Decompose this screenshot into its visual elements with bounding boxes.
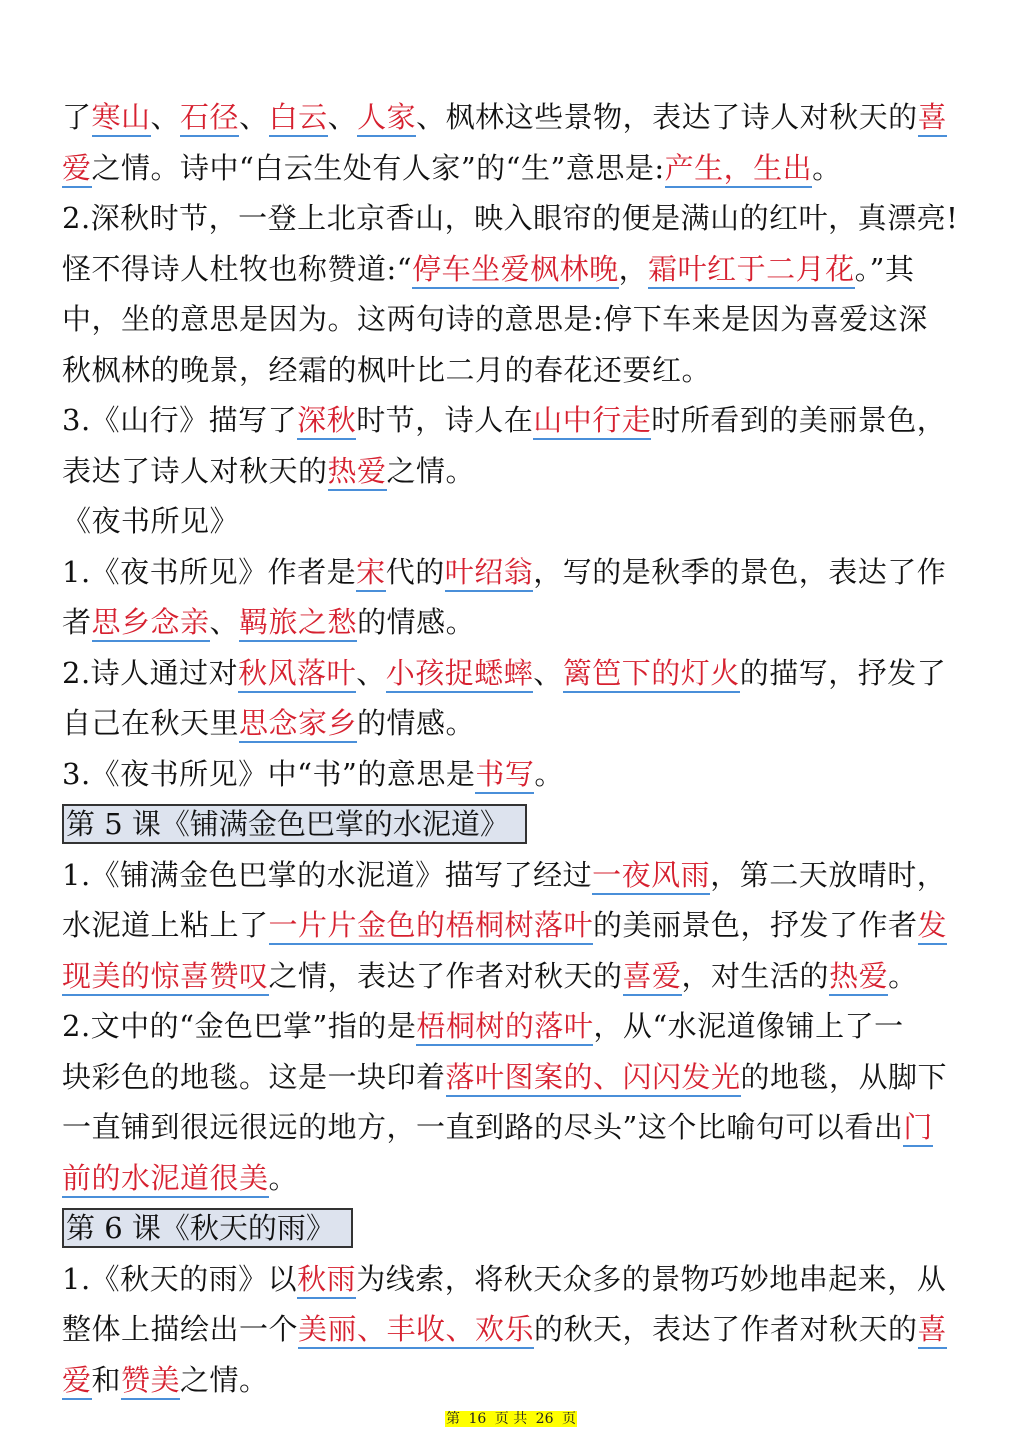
body-text: ， bbox=[618, 251, 649, 286]
body-text: 、 bbox=[327, 100, 358, 134]
body-text: 1.《铺满金色巴掌的水泥道》描写了经过 bbox=[62, 857, 593, 892]
text-line bbox=[62, 193, 967, 244]
text-line bbox=[62, 850, 967, 901]
body-text: 之情。 bbox=[180, 1362, 269, 1397]
body-text: 之情。 bbox=[386, 453, 476, 488]
answer-text: 宋 bbox=[356, 555, 386, 592]
answer-text: 热爱 bbox=[328, 454, 387, 491]
answer-text: 发 bbox=[918, 908, 948, 945]
body-text: 代的 bbox=[385, 554, 445, 589]
body-text: 3.《山行》描写了 bbox=[62, 403, 298, 437]
answer-text: 秋风落叶 bbox=[238, 656, 356, 693]
text-line bbox=[62, 698, 967, 749]
text-line bbox=[62, 1001, 967, 1052]
section-heading: 第 5 课《铺满金色巴掌的水泥道》 bbox=[62, 804, 527, 844]
section-heading-row bbox=[62, 1203, 967, 1254]
text-line bbox=[62, 951, 967, 1002]
body-text: ，对生活的 bbox=[681, 958, 830, 993]
body-text: 一直铺到很远很远的地方，一直到路的尽头”这个比喻句可以看出 bbox=[62, 1110, 904, 1144]
answer-text: 赞美 bbox=[121, 1363, 180, 1400]
body-text: 2.文中的“金色巴掌”指的是 bbox=[62, 1009, 417, 1043]
answer-text: 爱 bbox=[62, 151, 92, 188]
text-line bbox=[62, 345, 967, 396]
answer-text: 寒山 bbox=[92, 100, 151, 137]
text-line bbox=[62, 648, 967, 699]
text-line bbox=[62, 446, 967, 497]
answer-text: 门 bbox=[903, 1110, 933, 1147]
body-text: 的情感。 bbox=[357, 706, 476, 740]
answer-text: 美丽、丰收、欢乐 bbox=[298, 1312, 534, 1349]
answer-text: 羁旅之愁 bbox=[239, 605, 357, 642]
text-line bbox=[62, 1254, 967, 1305]
text-line bbox=[62, 749, 967, 800]
body-text: 、 bbox=[209, 605, 240, 639]
body-text: 的描写，抒发了 bbox=[739, 655, 947, 690]
body-text: 。”其 bbox=[854, 251, 915, 286]
text-line bbox=[62, 597, 967, 648]
answer-text: 喜 bbox=[918, 1312, 948, 1349]
text-line bbox=[62, 900, 967, 951]
body-text: 3.《夜书所见》中“书”的意思是 bbox=[62, 756, 476, 791]
answer-text: 思念家乡 bbox=[239, 706, 357, 743]
footer-middle: 页 共 bbox=[494, 1411, 528, 1427]
answer-text: 热爱 bbox=[829, 959, 888, 996]
body-text: 了 bbox=[62, 100, 92, 134]
body-text: 时节，诗人在 bbox=[356, 403, 534, 437]
body-text: 、 bbox=[239, 100, 269, 134]
answer-text: 小孩捉蟋蟀 bbox=[386, 656, 534, 693]
body-text: ，从“水泥道像铺上了一 bbox=[593, 1009, 904, 1043]
section-heading-row bbox=[62, 799, 967, 850]
answer-text: 秋雨 bbox=[297, 1262, 356, 1299]
footer-page-number: 16 bbox=[468, 1411, 487, 1427]
text-line bbox=[62, 1355, 967, 1406]
body-text: ，写的是秋季的景色，表达了作 bbox=[533, 554, 947, 589]
body-text: 2.深秋时节，一登上北京香山，映入眼帘的便是满山的红叶，真漂亮! bbox=[62, 201, 959, 235]
answer-text: 停车坐爱枫林晚 bbox=[412, 252, 619, 289]
text-line bbox=[62, 496, 967, 547]
body-text: 为线索，将秋天众多的景物巧妙地串起来，从 bbox=[356, 1261, 947, 1296]
body-text: 的情感。 bbox=[357, 605, 476, 639]
body-text: 、 bbox=[356, 655, 386, 690]
body-text: 时所看到的美丽景色， bbox=[651, 403, 947, 437]
answer-text: 梧桐树的落叶 bbox=[416, 1009, 593, 1046]
text-line bbox=[62, 395, 967, 446]
body-text: 块彩色的地毯。这是一块印着 bbox=[62, 1059, 446, 1094]
body-text: 的秋天，表达了作者对秋天的 bbox=[534, 1312, 918, 1346]
text-line bbox=[62, 1153, 967, 1204]
answer-text: 石径 bbox=[180, 100, 239, 137]
document-body bbox=[62, 92, 967, 1405]
body-text: 、 bbox=[533, 655, 563, 690]
body-text: 秋枫林的晚景，经霜的枫叶比二月的春花还要红。 bbox=[62, 352, 712, 387]
text-line bbox=[62, 547, 967, 598]
text-line bbox=[62, 294, 967, 345]
body-text: 的美丽景色，抒发了作者 bbox=[593, 908, 918, 942]
body-text: 、 bbox=[150, 100, 181, 134]
footer-total-pages: 26 bbox=[535, 1411, 554, 1427]
body-text: 整体上描绘出一个 bbox=[62, 1312, 299, 1346]
answer-text: 叶绍翁 bbox=[445, 555, 534, 592]
text-line bbox=[62, 92, 967, 143]
answer-text: 喜 bbox=[918, 100, 948, 137]
body-text: 和 bbox=[91, 1362, 122, 1397]
answer-text: 喜爱 bbox=[623, 959, 682, 996]
body-text: 自己在秋天里 bbox=[62, 706, 240, 740]
body-text: 。 bbox=[888, 958, 918, 993]
answer-text: 书写 bbox=[475, 757, 534, 794]
answer-text: 思乡念亲 bbox=[92, 605, 210, 642]
answer-text: 落叶图案的、闪闪发光 bbox=[446, 1060, 741, 1097]
answer-text: 现美的惊喜赞叹 bbox=[62, 959, 269, 996]
text-line bbox=[62, 1304, 967, 1355]
text-line bbox=[62, 1052, 967, 1103]
body-text: 1.《夜书所见》作者是 bbox=[62, 554, 357, 589]
body-text: 的地毯，从脚下 bbox=[740, 1059, 948, 1094]
footer-prefix: 第 bbox=[446, 1411, 461, 1427]
body-text: 。 bbox=[534, 756, 564, 791]
body-text: 怪不得诗人杜牧也称赞道:“ bbox=[62, 251, 413, 286]
text-line bbox=[62, 1102, 967, 1153]
body-text: 1.《秋天的雨》以 bbox=[62, 1261, 298, 1296]
body-text: 。 bbox=[268, 1160, 299, 1195]
section-heading: 第 6 课《秋天的雨》 bbox=[62, 1208, 353, 1248]
answer-text: 人家 bbox=[357, 100, 416, 137]
body-text: 之情，表达了作者对秋天的 bbox=[268, 958, 623, 993]
body-text: 、枫林这些景物，表达了诗人对秋天的 bbox=[416, 100, 918, 134]
body-text: 2.诗人通过对 bbox=[62, 655, 239, 690]
answer-text: 前的水泥道很美 bbox=[62, 1161, 269, 1198]
footer-suffix: 页 bbox=[561, 1411, 576, 1427]
body-text: 中，坐的意思是因为。这两句诗的意思是:停下车来是因为喜爱这深 bbox=[62, 302, 928, 336]
text-line bbox=[62, 244, 967, 295]
body-text: 者 bbox=[62, 605, 92, 639]
body-text: 之情。诗中“白云生处有人家”的“生”意思是: bbox=[91, 150, 665, 185]
body-text: 。 bbox=[812, 150, 842, 185]
answer-text: 篱笆下的灯火 bbox=[563, 656, 740, 693]
body-text: ，第二天放晴时， bbox=[710, 857, 947, 892]
body-text: 《夜书所见》 bbox=[62, 504, 240, 538]
answer-text: 一夜风雨 bbox=[592, 858, 710, 895]
answer-text: 白云 bbox=[269, 100, 328, 137]
answer-text: 山中行走 bbox=[533, 403, 651, 440]
answer-text: 深秋 bbox=[297, 403, 356, 440]
answer-text: 霜叶红于二月花 bbox=[648, 252, 855, 289]
page-footer bbox=[0, 1408, 1022, 1428]
answer-text: 产生，生出 bbox=[665, 151, 813, 188]
body-text: 水泥道上粘上了 bbox=[62, 908, 269, 942]
text-line bbox=[62, 143, 967, 194]
body-text: 表达了诗人对秋天的 bbox=[62, 453, 328, 488]
answer-text: 一片片金色的梧桐树落叶 bbox=[269, 908, 594, 945]
answer-text: 爱 bbox=[62, 1363, 92, 1400]
